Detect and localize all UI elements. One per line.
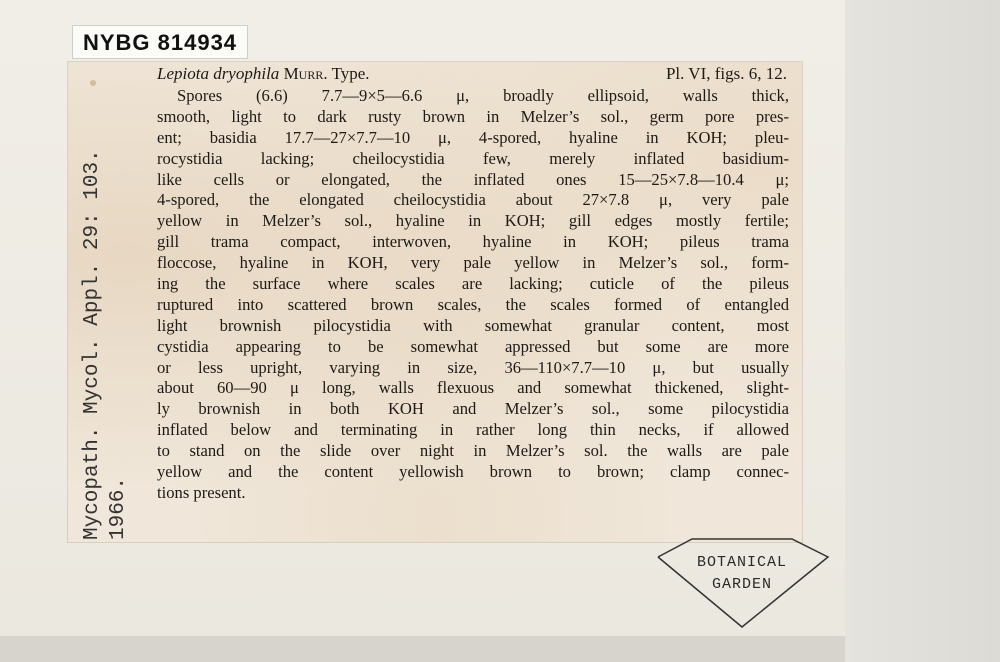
description-line: inflated below and terminating in rather long thin necks, if allowed xyxy=(157,420,789,440)
species-name: Lepiota dryophila xyxy=(157,64,280,83)
citation-line-2: 1966. xyxy=(107,476,130,540)
description-line: to stand on the slide over night in Melzer’s sol. the walls are pale xyxy=(157,441,789,461)
description-line: smooth, light to dark rusty brown in Melzer’s sol., germ pore pres- xyxy=(157,106,789,126)
description-line: yellow and the content yellowish brown to brown; clamp connec- xyxy=(157,462,789,482)
description-block xyxy=(157,64,789,504)
description-lines xyxy=(157,86,789,504)
description-line: tions present. xyxy=(157,482,246,502)
description-line: cystidia appearing to be somewhat appressed but some are more xyxy=(157,336,789,356)
citation-line-1: Mycopath. Mycol. Appl. 29: 103. xyxy=(81,149,104,540)
description-line: or less upright, varying in size, 36—110×7.7—10 μ, but usually xyxy=(157,357,789,377)
description-header xyxy=(157,64,789,86)
type-label: Type. xyxy=(331,64,370,83)
description-line: floccose, hyaline in KOH, very pale yellow in Melzer’s sol., form- xyxy=(157,253,789,273)
stamp-text xyxy=(652,552,832,596)
description-line: rocystidia lacking; cheilocystidia few, merely inflated basidium- xyxy=(157,148,789,168)
description-line: 4-spored, the elongated cheilocystidia about 27×7.8 μ, very pale xyxy=(157,190,789,210)
specimen-number-label: NYBG 814934 xyxy=(72,25,248,59)
description-line: light brownish pilocystidia with somewhat granular content, most xyxy=(157,315,789,335)
description-line: gill trama compact, interwoven, hyaline in KOH; pileus trama xyxy=(157,232,789,252)
botanical-garden-stamp xyxy=(652,537,832,629)
description-line: Spores (6.6) 7.7—9×5—6.6 μ, broadly ellipsoid, walls thick, xyxy=(177,86,789,105)
description-line: ruptured into scattered brown scales, the scales formed of entangled xyxy=(157,294,789,314)
stamp-line-1: BOTANICAL xyxy=(696,554,787,571)
description-line: ly brownish in both KOH and Melzer’s sol., some pilocystidia xyxy=(157,399,789,419)
description-line: like cells or elongated, the inflated ones 15—25×7.8—10.4 μ; xyxy=(157,169,789,189)
description-line: yellow in Melzer’s sol., hyaline in KOH; gill edges mostly fertile; xyxy=(157,211,789,231)
species-author: Murr. xyxy=(283,64,328,83)
plate-reference: Pl. VI, figs. 6, 12. xyxy=(665,64,787,83)
citation-text xyxy=(80,70,140,540)
stamp-line-2: GARDEN xyxy=(711,576,772,593)
description-line: about 60—90 μ long, walls flexuous and somewhat thickened, slight- xyxy=(157,378,789,398)
background-bottom xyxy=(0,636,845,662)
background-right xyxy=(845,0,1000,662)
description-line: ing the surface where scales are lacking; cuticle of the pileus xyxy=(157,274,789,294)
description-line: ent; basidia 17.7—27×7.7—10 μ, 4-spored, hyaline in KOH; pleu- xyxy=(157,127,789,147)
